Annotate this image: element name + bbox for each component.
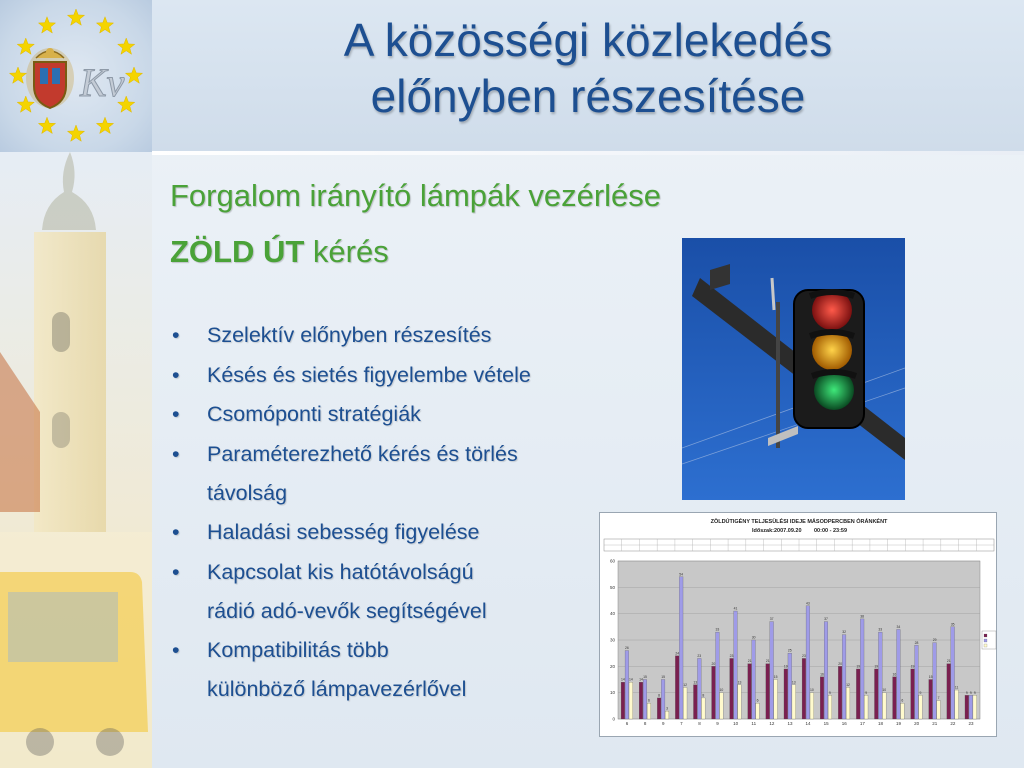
chart-x-tick-label: 19 bbox=[896, 721, 902, 726]
chart-bar bbox=[752, 640, 756, 719]
chart-data-label: 9 bbox=[965, 690, 968, 695]
chart-bar bbox=[712, 666, 716, 719]
chart-x-tick-label: 7 bbox=[680, 721, 683, 726]
chart-x-tick-label: 8 bbox=[698, 721, 701, 726]
chart-data-label: 33 bbox=[878, 627, 883, 632]
chart-data-label: 10 bbox=[882, 688, 887, 693]
chart-x-tick-label: 6 bbox=[625, 721, 629, 726]
bullet-icon: • bbox=[172, 520, 180, 544]
chart-data-label: 13 bbox=[693, 680, 698, 685]
chart-bar bbox=[621, 682, 625, 719]
green-path-label: ZÖLD ÚT bbox=[170, 234, 305, 269]
chart-data-label: 9 bbox=[973, 690, 976, 695]
chart-bar bbox=[828, 695, 832, 719]
chart-y-tick-label: 60 bbox=[609, 558, 615, 564]
chart-data-label: 23 bbox=[802, 653, 806, 658]
chart-data-label: 38 bbox=[860, 614, 865, 619]
logo-lettering bbox=[0, 0, 152, 152]
bullet-icon: • bbox=[172, 559, 180, 584]
feature-list-item bbox=[170, 441, 670, 507]
chart-bar bbox=[919, 695, 923, 719]
feature-list-item bbox=[170, 519, 670, 546]
chart-plot-area bbox=[610, 559, 996, 727]
chart-data-label: 28 bbox=[914, 640, 919, 645]
chart-bar bbox=[901, 703, 905, 719]
chart-data-label: 43 bbox=[806, 601, 810, 606]
chart-data-label: 12 bbox=[683, 682, 688, 687]
chart-data-label: 15 bbox=[643, 675, 647, 679]
chart-bar bbox=[639, 682, 643, 719]
feature-list-item bbox=[170, 559, 670, 625]
chart-bar bbox=[720, 693, 724, 719]
chart-data-label: 15 bbox=[928, 675, 933, 679]
feature-text: Szelektív előnyben részesítés bbox=[207, 323, 492, 347]
chart-x-tick-label: 9 bbox=[661, 721, 665, 726]
chart-y-tick-label: 40 bbox=[609, 611, 615, 617]
chart-data-label: 15 bbox=[661, 675, 665, 679]
chart-bar bbox=[657, 698, 661, 719]
chart-bar bbox=[874, 669, 878, 719]
chart-data-label: 3 bbox=[666, 706, 669, 711]
chart-data-label: 6 bbox=[756, 698, 759, 703]
chart-data-label: 10 bbox=[719, 688, 724, 693]
chart-data-label: 8 bbox=[658, 693, 661, 698]
chart-data-label: 10 bbox=[809, 688, 814, 693]
chart-bar bbox=[770, 622, 774, 719]
chart-x-tick-label: 14 bbox=[805, 721, 811, 726]
bullet-icon: • bbox=[172, 638, 180, 662]
chart-x-tick-label: 8 bbox=[643, 721, 647, 726]
chart-bar bbox=[965, 695, 969, 719]
chart-bar bbox=[661, 680, 665, 720]
chart-bar bbox=[748, 664, 752, 719]
chart-legend-swatch bbox=[984, 644, 987, 647]
chart-bar bbox=[878, 632, 882, 719]
chart-data-label: 14 bbox=[628, 677, 633, 682]
chart-header-table bbox=[604, 539, 994, 551]
feature-text-continued: rádió adó-vevők segítségével bbox=[207, 598, 487, 623]
chart-bar bbox=[683, 687, 687, 719]
chart-bar bbox=[625, 651, 629, 719]
chart-bar bbox=[784, 669, 788, 719]
chart-x-tick-label: 16 bbox=[841, 721, 847, 726]
chart-data-label: 12 bbox=[846, 682, 850, 687]
chart-data-label: 21 bbox=[765, 659, 770, 664]
chart-bar bbox=[864, 695, 868, 719]
chart-y-tick-label: 30 bbox=[609, 637, 615, 643]
logo bbox=[0, 0, 152, 152]
feature-list-item bbox=[170, 362, 670, 389]
chart-bar bbox=[882, 693, 886, 719]
chart-data-label: 13 bbox=[737, 680, 742, 685]
chart-bar bbox=[802, 658, 806, 719]
chart-bar bbox=[969, 695, 973, 719]
chart-bar bbox=[774, 680, 778, 720]
feature-text: Kompatibilitás több bbox=[207, 638, 389, 662]
chart-data-label: 35 bbox=[950, 622, 955, 627]
church-tower-decoration bbox=[0, 152, 152, 768]
chart-y-tick-label: 10 bbox=[609, 690, 615, 696]
chart-data-label: 25 bbox=[787, 648, 792, 653]
section-heading: Forgalom irányító lámpák vezérlése bbox=[170, 178, 662, 213]
chart-data-label: 20 bbox=[838, 661, 842, 666]
feature-text: Paraméterezhető kérés és törlés bbox=[207, 441, 518, 466]
chart-bar bbox=[756, 703, 760, 719]
traffic-light-icon bbox=[794, 290, 864, 428]
chart-data-label: 19 bbox=[783, 664, 788, 669]
bullet-icon: • bbox=[172, 323, 180, 347]
chart-data-label: 9 bbox=[829, 690, 831, 695]
chart-bar bbox=[929, 680, 933, 720]
request-word: kérés bbox=[304, 234, 389, 269]
chart-bar bbox=[665, 711, 669, 719]
chart-x-tick-label: 18 bbox=[877, 721, 883, 726]
chart-x-tick-label: 11 bbox=[751, 721, 757, 726]
chart-data-label: 41 bbox=[733, 606, 738, 611]
chart-data-label: 19 bbox=[856, 664, 861, 669]
feature-text: Kapcsolat kis hatótávolságú bbox=[207, 559, 474, 584]
feature-text-continued: különböző lámpavezérlővel bbox=[207, 677, 467, 701]
chart-data-label: 33 bbox=[715, 627, 720, 632]
chart-bar bbox=[893, 677, 897, 719]
chart-data-label: 24 bbox=[675, 651, 680, 656]
chart-bar bbox=[643, 680, 647, 720]
chart-data-label: 21 bbox=[747, 659, 752, 664]
chart-data-label: 23 bbox=[729, 653, 734, 658]
feature-text: Csomóponti stratégiák bbox=[207, 402, 421, 426]
page-title bbox=[152, 12, 1024, 124]
chart-x-tick-label: 20 bbox=[914, 721, 920, 726]
chart-bar bbox=[860, 619, 864, 719]
chart-bar bbox=[951, 627, 955, 719]
chart-bar bbox=[697, 658, 701, 719]
chart-data-label: 37 bbox=[824, 617, 828, 622]
chart-bar bbox=[810, 693, 814, 719]
chart-bar bbox=[716, 632, 720, 719]
chart-time-range: 00:00 - 23:59 bbox=[814, 528, 848, 534]
chart-data-label: 14 bbox=[639, 677, 643, 682]
chart-data-label: 7 bbox=[937, 696, 940, 701]
chart-data-label: 6 bbox=[648, 698, 650, 703]
chart-bar bbox=[806, 606, 810, 719]
chart-data-label: 19 bbox=[874, 664, 879, 669]
chart-bar bbox=[788, 653, 792, 719]
chart-y-tick-label: 20 bbox=[609, 663, 615, 669]
hourly-green-wave-chart bbox=[599, 512, 997, 737]
chart-legend-swatch bbox=[984, 634, 987, 637]
chart-bar bbox=[973, 695, 977, 719]
chart-data-label: 9 bbox=[865, 690, 868, 695]
chart-bar bbox=[955, 690, 959, 719]
chart-bar bbox=[947, 664, 951, 719]
chart-data-label: 23 bbox=[697, 653, 702, 658]
header-divider bbox=[152, 151, 1024, 155]
chart-data-label: 54 bbox=[679, 572, 684, 577]
chart-bar bbox=[915, 645, 919, 719]
feature-text-continued: távolság bbox=[207, 480, 288, 505]
chart-x-tick-label: 17 bbox=[859, 721, 865, 726]
chart-data-label: 34 bbox=[896, 624, 901, 629]
chart-bar bbox=[856, 669, 860, 719]
chart-data-label: 6 bbox=[901, 698, 904, 703]
chart-x-tick-label: 12 bbox=[769, 721, 775, 726]
chart-data-label: 8 bbox=[702, 693, 705, 698]
chart-period-value: 2007.09.20 bbox=[774, 528, 802, 534]
chart-bar bbox=[629, 682, 633, 719]
chart-bar bbox=[701, 698, 705, 719]
chart-data-label: 21 bbox=[946, 659, 951, 664]
chart-bar bbox=[846, 687, 850, 719]
chart-y-tick-label: 50 bbox=[609, 584, 615, 590]
chart-data-label: 9 bbox=[969, 690, 972, 695]
chart-data-label: 11 bbox=[954, 685, 959, 690]
bullet-icon: • bbox=[172, 402, 180, 426]
chart-bar bbox=[842, 635, 846, 719]
chart-data-label: 30 bbox=[751, 635, 756, 640]
chart-bar bbox=[838, 666, 842, 719]
chart-data-label: 16 bbox=[820, 672, 824, 677]
chart-bar bbox=[738, 685, 742, 719]
title-line-2: előnyben részesítése bbox=[370, 70, 806, 122]
chart-bar bbox=[820, 677, 824, 719]
chart-data-label: 13 bbox=[791, 680, 796, 685]
chart-x-tick-label: 13 bbox=[787, 721, 793, 726]
feature-list-item bbox=[170, 637, 670, 703]
chart-legend bbox=[982, 631, 996, 649]
chart-x-tick-label: 22 bbox=[950, 721, 956, 726]
chart-data-label: 9 bbox=[919, 690, 922, 695]
feature-list-item bbox=[170, 401, 670, 428]
chart-period-label: Időszak: bbox=[752, 528, 775, 534]
chart-svg bbox=[600, 513, 998, 738]
title-line-1: A közösségi közlekedés bbox=[343, 14, 833, 66]
chart-bar bbox=[730, 658, 734, 719]
bullet-icon: • bbox=[172, 441, 180, 466]
chart-data-label: 15 bbox=[773, 675, 778, 679]
feature-list bbox=[170, 322, 670, 716]
feature-text: Haladási sebesség figyelése bbox=[207, 520, 480, 544]
chart-data-label: 19 bbox=[910, 664, 915, 669]
chart-x-tick-label: 15 bbox=[823, 721, 829, 726]
chart-data-label: 20 bbox=[711, 661, 716, 666]
chart-bar bbox=[933, 643, 937, 719]
chart-data-label: 32 bbox=[842, 630, 846, 635]
chart-bar bbox=[734, 611, 738, 719]
chart-bar bbox=[911, 669, 915, 719]
chart-bar bbox=[792, 685, 796, 719]
bullet-icon: • bbox=[172, 362, 180, 387]
chart-bar bbox=[766, 664, 770, 719]
chart-x-tick-label: 9 bbox=[716, 721, 719, 726]
chart-data-label: 14 bbox=[621, 677, 625, 682]
chart-title: ZÖLDÚTIGÉNY TELJESÜLÉSI IDEJE MÁSODPERCBEN ÓRÁNKÉNT bbox=[710, 519, 888, 525]
logo-text: Kv bbox=[80, 60, 125, 105]
chart-x-tick-label: 10 bbox=[733, 721, 739, 726]
chart-x-tick-label: 23 bbox=[968, 721, 974, 726]
chart-data-label: 16 bbox=[892, 672, 897, 677]
chart-bar bbox=[937, 701, 941, 719]
chart-legend-swatch bbox=[984, 639, 987, 642]
chart-data-label: 37 bbox=[769, 617, 774, 622]
chart-bar bbox=[693, 685, 697, 719]
chart-bar bbox=[647, 703, 651, 719]
chart-bar bbox=[679, 577, 683, 719]
chart-data-label: 26 bbox=[625, 646, 629, 651]
chart-bar bbox=[675, 656, 679, 719]
green-path-request bbox=[170, 234, 389, 270]
chart-data-label: 29 bbox=[932, 638, 937, 643]
chart-bar bbox=[824, 622, 828, 719]
chart-y-tick-label: 0 bbox=[612, 716, 615, 722]
feature-text: Késés és sietés figyelembe vétele bbox=[207, 362, 531, 387]
chart-bar bbox=[897, 629, 904, 719]
chart-x-tick-label: 21 bbox=[932, 721, 938, 726]
feature-list-item bbox=[170, 322, 670, 349]
traffic-light-photo bbox=[682, 238, 905, 500]
